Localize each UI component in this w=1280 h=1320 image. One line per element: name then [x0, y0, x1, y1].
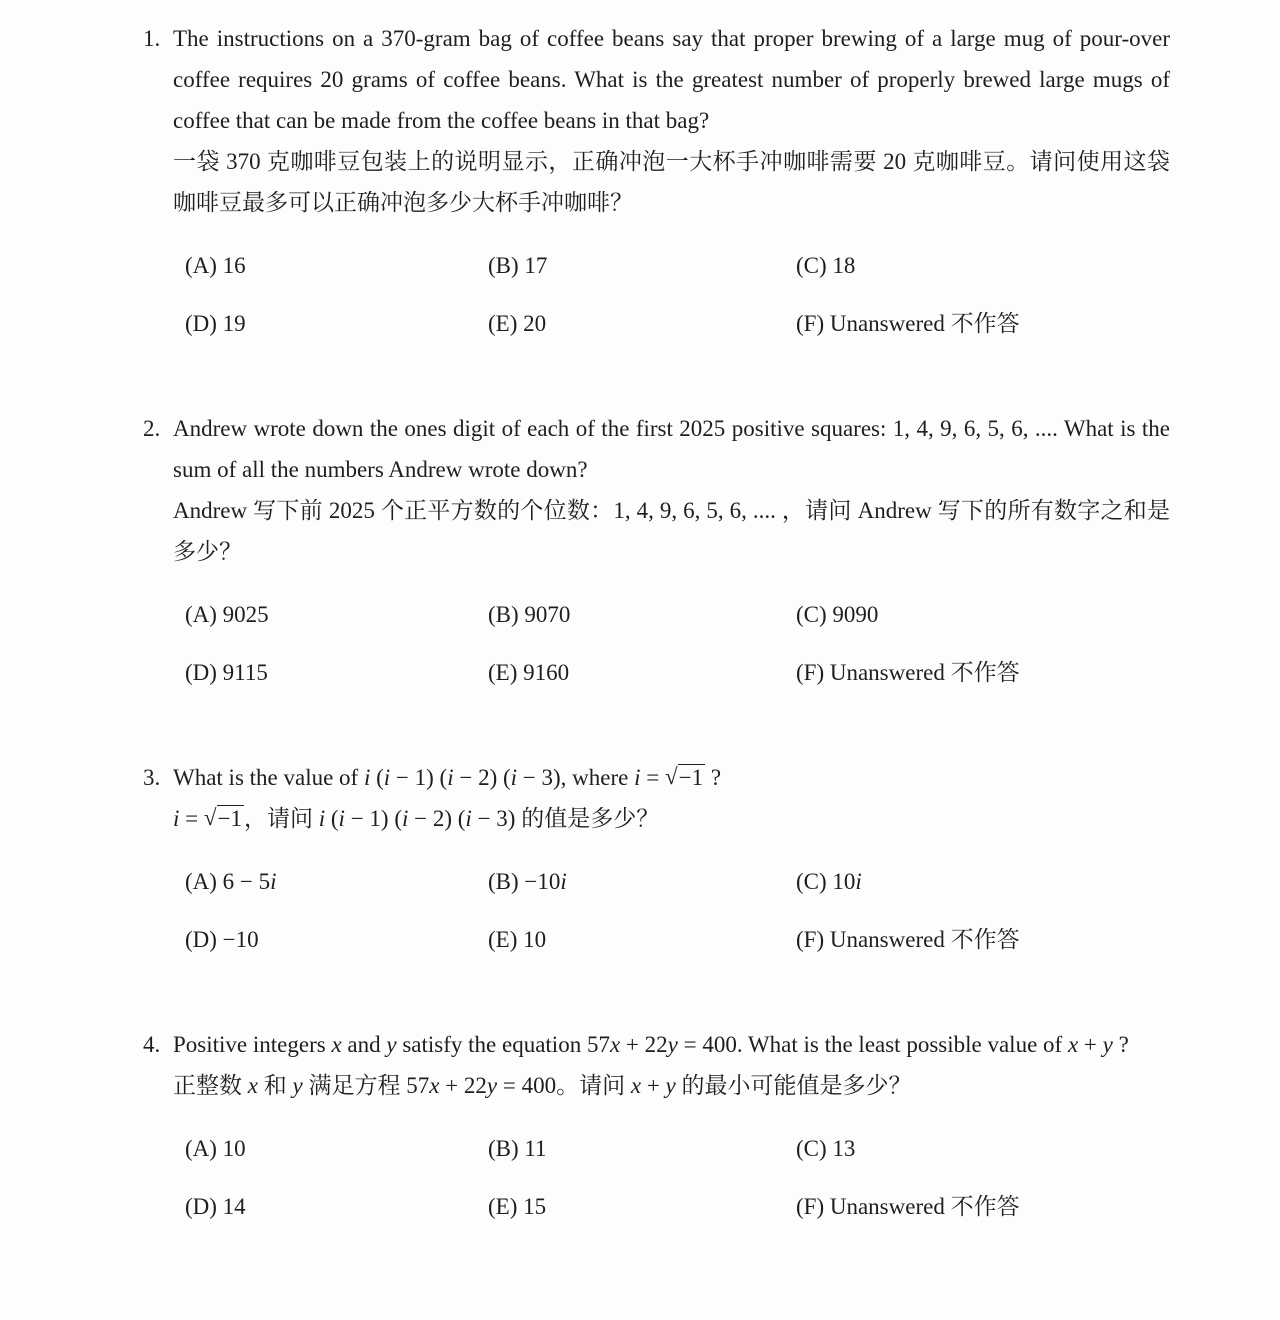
choice-b — [488, 594, 796, 635]
text-run: (D) −10 — [185, 927, 259, 952]
radical-sign: √ — [203, 805, 217, 830]
text-run: (E) 10 — [488, 927, 547, 952]
math-variable: x — [630, 1073, 642, 1098]
question-text-chinese — [173, 798, 1170, 839]
text-run: (F) Unanswered 不作答 — [796, 660, 1020, 685]
text-run: (C) 13 — [796, 1136, 856, 1161]
text-run: (E) 15 — [488, 1194, 547, 1219]
choice-e — [488, 303, 796, 344]
choice-f — [796, 919, 1170, 960]
choice-c — [796, 245, 1170, 286]
question-body — [173, 1024, 1170, 1227]
text-run: − 2) ( — [408, 806, 466, 831]
text-run: (F) Unanswered 不作答 — [796, 1194, 1020, 1219]
radicand: −1 — [217, 806, 242, 831]
text-run: Andrew 写下前 2025 个正平方数的个位数：1, 4, 9, 6, 5, 6, .... ，请问 Andrew 写下的所有数字之和是多少？ — [173, 498, 1170, 564]
choice-e — [488, 652, 796, 693]
math-variable: i — [338, 806, 345, 831]
math-variable: i — [401, 806, 409, 831]
choices-grid — [173, 594, 1170, 693]
text-run: + 22 — [439, 1073, 487, 1098]
text-run: = 400。请问 — [497, 1073, 631, 1098]
choices-grid — [173, 861, 1170, 960]
question-text-english — [173, 1024, 1170, 1065]
text-run: = — [640, 765, 665, 790]
question-text-english — [173, 18, 1170, 141]
text-run: = — [179, 806, 204, 831]
text-run: (E) 9160 — [488, 660, 570, 685]
text-run: (D) 9115 — [185, 660, 268, 685]
choice-f — [796, 303, 1170, 344]
text-run: (A) 16 — [185, 253, 246, 278]
math-variable: x — [429, 1073, 440, 1098]
choice-d — [185, 919, 488, 960]
text-run: ( — [325, 806, 339, 831]
question-text-english — [173, 757, 1170, 798]
math-variable: y — [665, 1073, 676, 1098]
text-run: satisfy the equation 57 — [396, 1032, 610, 1057]
text-run: Andrew wrote down the ones digit of each of the first 2025 positive squares: 1, 4, 9, 6, 5, 6, .... What is the sum of all the numbers Andrew wrote down? — [173, 416, 1170, 482]
sqrt-expression — [665, 765, 705, 790]
text-run: = 400. What is the least possible value of — [677, 1032, 1068, 1057]
question-text-chinese — [173, 490, 1170, 572]
math-variable: y — [667, 1032, 678, 1057]
math-variable: y — [486, 1073, 498, 1098]
text-run: + — [1078, 1032, 1103, 1057]
math-variable: y — [1102, 1032, 1113, 1057]
math-variable: i — [465, 806, 472, 831]
choice-b — [488, 861, 796, 902]
choice-c — [796, 1128, 1170, 1169]
text-run: 满足方程 57 — [302, 1073, 430, 1098]
choice-a — [185, 1128, 488, 1169]
math-variable: y — [292, 1073, 303, 1098]
text-run: (B) 11 — [488, 1136, 547, 1161]
text-run: (A) 9025 — [185, 602, 269, 627]
text-run: − 3), where — [517, 765, 635, 790]
choice-d — [185, 303, 488, 344]
math-variable: i — [363, 765, 371, 790]
text-run: (B) 9070 — [488, 602, 571, 627]
choices-grid — [173, 1128, 1170, 1227]
math-variable: x — [247, 1073, 258, 1098]
math-variable: i — [855, 869, 862, 894]
question-number: 1. — [143, 26, 161, 51]
question-body — [173, 757, 1170, 960]
text-run: ? — [705, 765, 722, 790]
choice-d — [185, 652, 488, 693]
question-body — [173, 408, 1170, 693]
text-run: (A) 6 − 5 — [185, 869, 271, 894]
math-variable: i — [383, 765, 391, 790]
math-variable: i — [270, 869, 277, 894]
text-run: 一袋 370 克咖啡豆包装上的说明显示，正确冲泡一大杯手冲咖啡需要 20 克咖啡豆。请问使用这袋咖啡豆最多可以正确冲泡多少大杯手冲咖啡？ — [173, 149, 1170, 215]
text-run: (D) 14 — [185, 1194, 246, 1219]
choice-b — [488, 1128, 796, 1169]
math-variable: i — [318, 806, 326, 831]
text-run: 和 — [257, 1073, 293, 1098]
choice-b — [488, 245, 796, 286]
text-run: + 22 — [620, 1032, 668, 1057]
choice-c — [796, 861, 1170, 902]
question-3 — [143, 757, 1170, 960]
question-text-chinese — [173, 141, 1170, 223]
math-variable: i — [560, 869, 567, 894]
math-variable: i — [634, 765, 641, 790]
math-variable: x — [331, 1032, 342, 1057]
choice-d — [185, 1186, 488, 1227]
math-variable: i — [447, 765, 454, 790]
question-2 — [143, 408, 1170, 693]
question-1 — [143, 18, 1170, 344]
question-text-chinese — [173, 1065, 1170, 1106]
question-4 — [143, 1024, 1170, 1227]
text-run: (E) 20 — [488, 311, 547, 336]
choice-e — [488, 919, 796, 960]
text-run: 的最小可能值是多少？ — [675, 1073, 912, 1098]
text-run: What is the value of — [173, 765, 364, 790]
text-run: Positive integers — [173, 1032, 332, 1057]
question-number: 2. — [143, 416, 161, 441]
choice-f — [796, 652, 1170, 693]
text-run: (F) Unanswered 不作答 — [796, 311, 1020, 336]
question-number: 3. — [143, 765, 161, 790]
choice-c — [796, 594, 1170, 635]
text-run: (B) 17 — [488, 253, 548, 278]
text-run: and — [341, 1032, 387, 1057]
text-run: The instructions on a 370-gram bag of coffee beans say that proper brewing of a large mug of pour-over coffee requires 20 grams of coffee beans. What is the greatest number of properly brewed large mugs of coffee that can be made from the coffee beans in that bag? — [173, 26, 1170, 133]
text-run: − 2) ( — [453, 765, 511, 790]
choice-a — [185, 861, 488, 902]
math-variable: x — [1067, 1032, 1079, 1057]
text-run: + — [641, 1073, 666, 1098]
text-run: − 3) 的值是多少？ — [471, 806, 660, 831]
text-run: (A) 10 — [185, 1136, 246, 1161]
text-run: (C) 18 — [796, 253, 856, 278]
text-run: − 1) ( — [344, 806, 402, 831]
choice-a — [185, 245, 488, 286]
question-number: 4. — [143, 1032, 161, 1057]
text-run: ( — [370, 765, 384, 790]
text-run: (B) −10 — [488, 869, 561, 894]
math-variable: y — [386, 1032, 397, 1057]
choice-a — [185, 594, 488, 635]
text-run: − 1) ( — [390, 765, 448, 790]
math-variable: i — [173, 806, 180, 831]
question-body — [173, 18, 1170, 344]
sqrt-expression — [204, 806, 244, 831]
text-run: (F) Unanswered 不作答 — [796, 927, 1020, 952]
text-run: (D) 19 — [185, 311, 246, 336]
radical-sign: √ — [665, 764, 678, 789]
text-run: 正整数 — [173, 1073, 248, 1098]
choice-e — [488, 1186, 796, 1227]
text-run: (C) 9090 — [796, 602, 879, 627]
math-variable: i — [510, 765, 518, 790]
text-run: ，请问 — [243, 806, 319, 831]
math-variable: x — [609, 1032, 621, 1057]
choices-grid — [173, 245, 1170, 344]
question-text-english — [173, 408, 1170, 490]
text-run: (C) 10 — [796, 869, 856, 894]
radicand: −1 — [678, 765, 704, 790]
choice-f — [796, 1186, 1170, 1227]
text-run: ? — [1112, 1032, 1129, 1057]
